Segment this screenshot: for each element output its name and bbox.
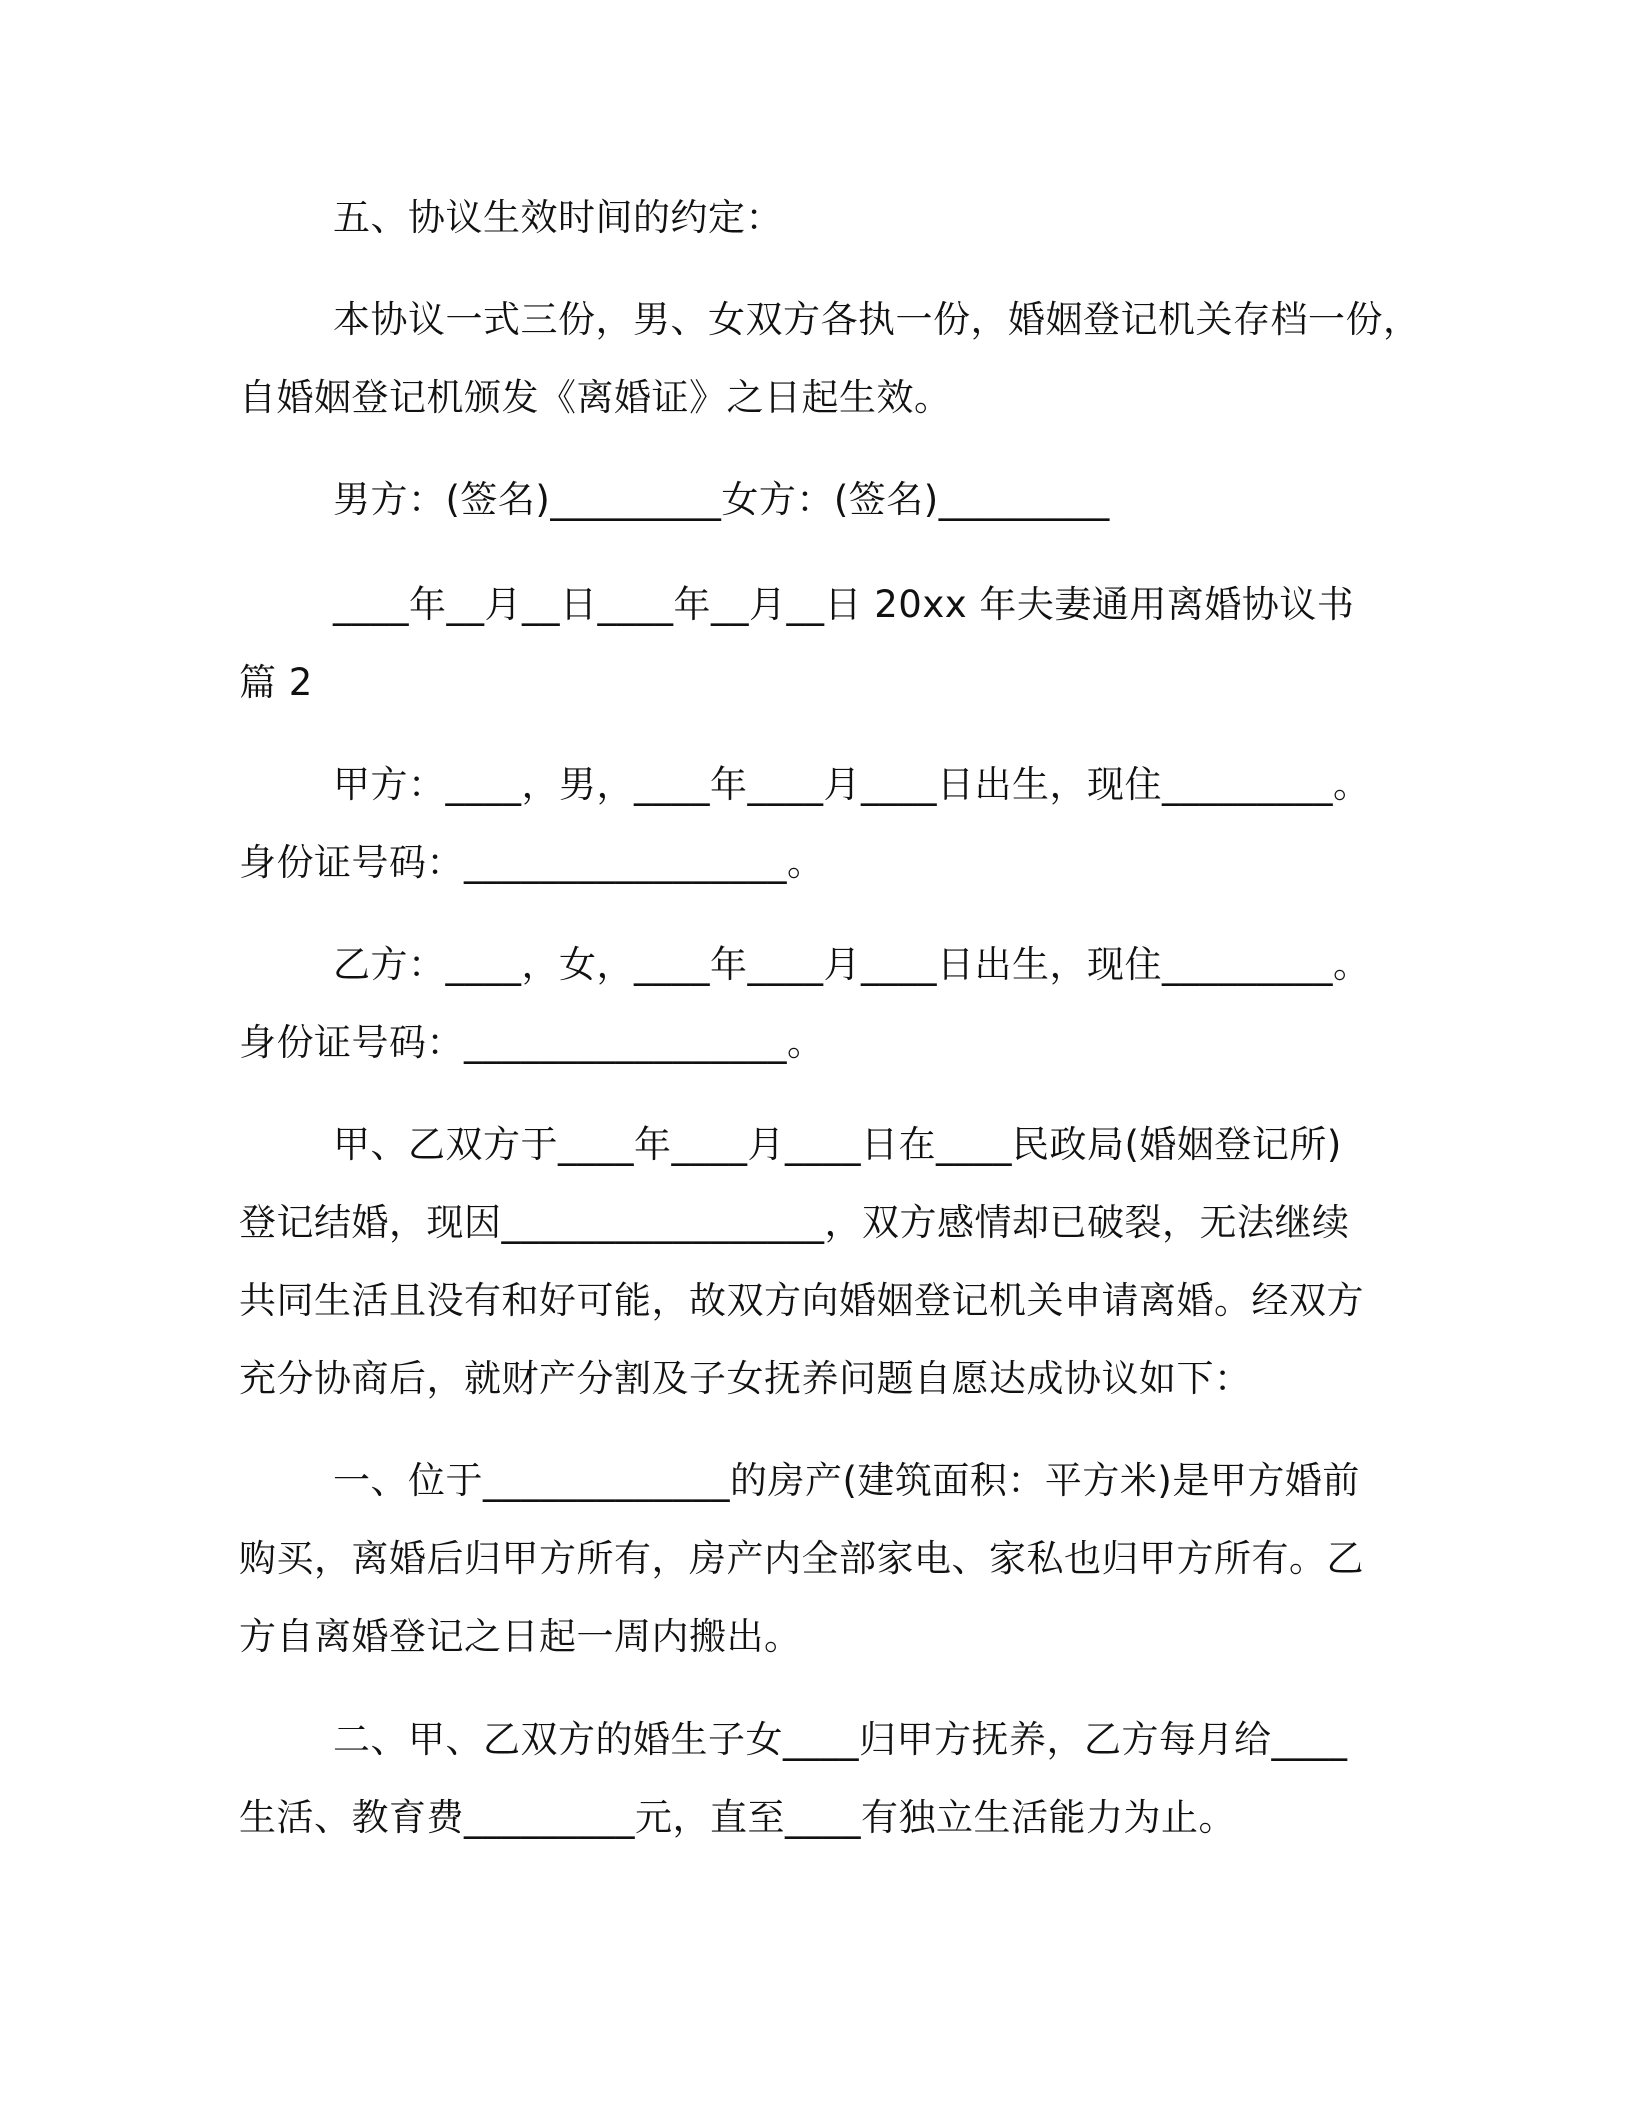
party-a-line: 甲方：____，男，____年____月____日出生，现住_________。: [333, 763, 1371, 806]
clause-one-line: 一、位于_____________的房产(建筑面积：平方米)是甲方婚前: [333, 1459, 1360, 1502]
section-five-heading: 五、协议生效时间的约定：: [333, 196, 783, 239]
paragraph-line: 自婚姻登记机颁发《离婚证》之日起生效。: [239, 376, 952, 419]
clause-two-line: 生活、教育费_________元，直至____有独立生活能力为止。: [239, 1796, 1236, 1839]
article-number: 篇 2: [239, 661, 313, 704]
signature-line: 男方：(签名)_________女方：(签名)_________: [333, 478, 1110, 521]
party-b-id-line: 身份证号码：_________________。: [239, 1021, 825, 1064]
party-a-id-line: 身份证号码：_________________。: [239, 841, 825, 884]
paragraph-line: 充分协商后，就财产分割及子女抚养问题自愿达成协议如下：: [239, 1357, 1252, 1400]
paragraph-line: 甲、乙双方于____年____月____日在____民政局(婚姻登记所): [333, 1123, 1342, 1166]
clause-two-line: 二、甲、乙双方的婚生子女____归甲方抚养，乙方每月给____: [333, 1718, 1348, 1761]
paragraph-line: 共同生活且没有和好可能，故双方向婚姻登记机关申请离婚。经双方: [239, 1279, 1364, 1322]
paragraph-line: 本协议一式三份，男、女双方各执一份，婚姻登记机关存档一份，: [333, 298, 1421, 341]
date-title-line: ____年__月__日____年__月__日 20xx 年夫妻通用离婚协议书: [333, 583, 1355, 626]
clause-one-line: 方自离婚登记之日起一周内搬出。: [239, 1615, 802, 1658]
party-b-line: 乙方：____，女，____年____月____日出生，现住_________。: [333, 943, 1371, 986]
paragraph-line: 登记结婚，现因_________________，双方感情却已破裂，无法继续: [239, 1201, 1350, 1244]
clause-one-line: 购买，离婚后归甲方所有，房产内全部家电、家私也归甲方所有。乙: [239, 1537, 1364, 1580]
